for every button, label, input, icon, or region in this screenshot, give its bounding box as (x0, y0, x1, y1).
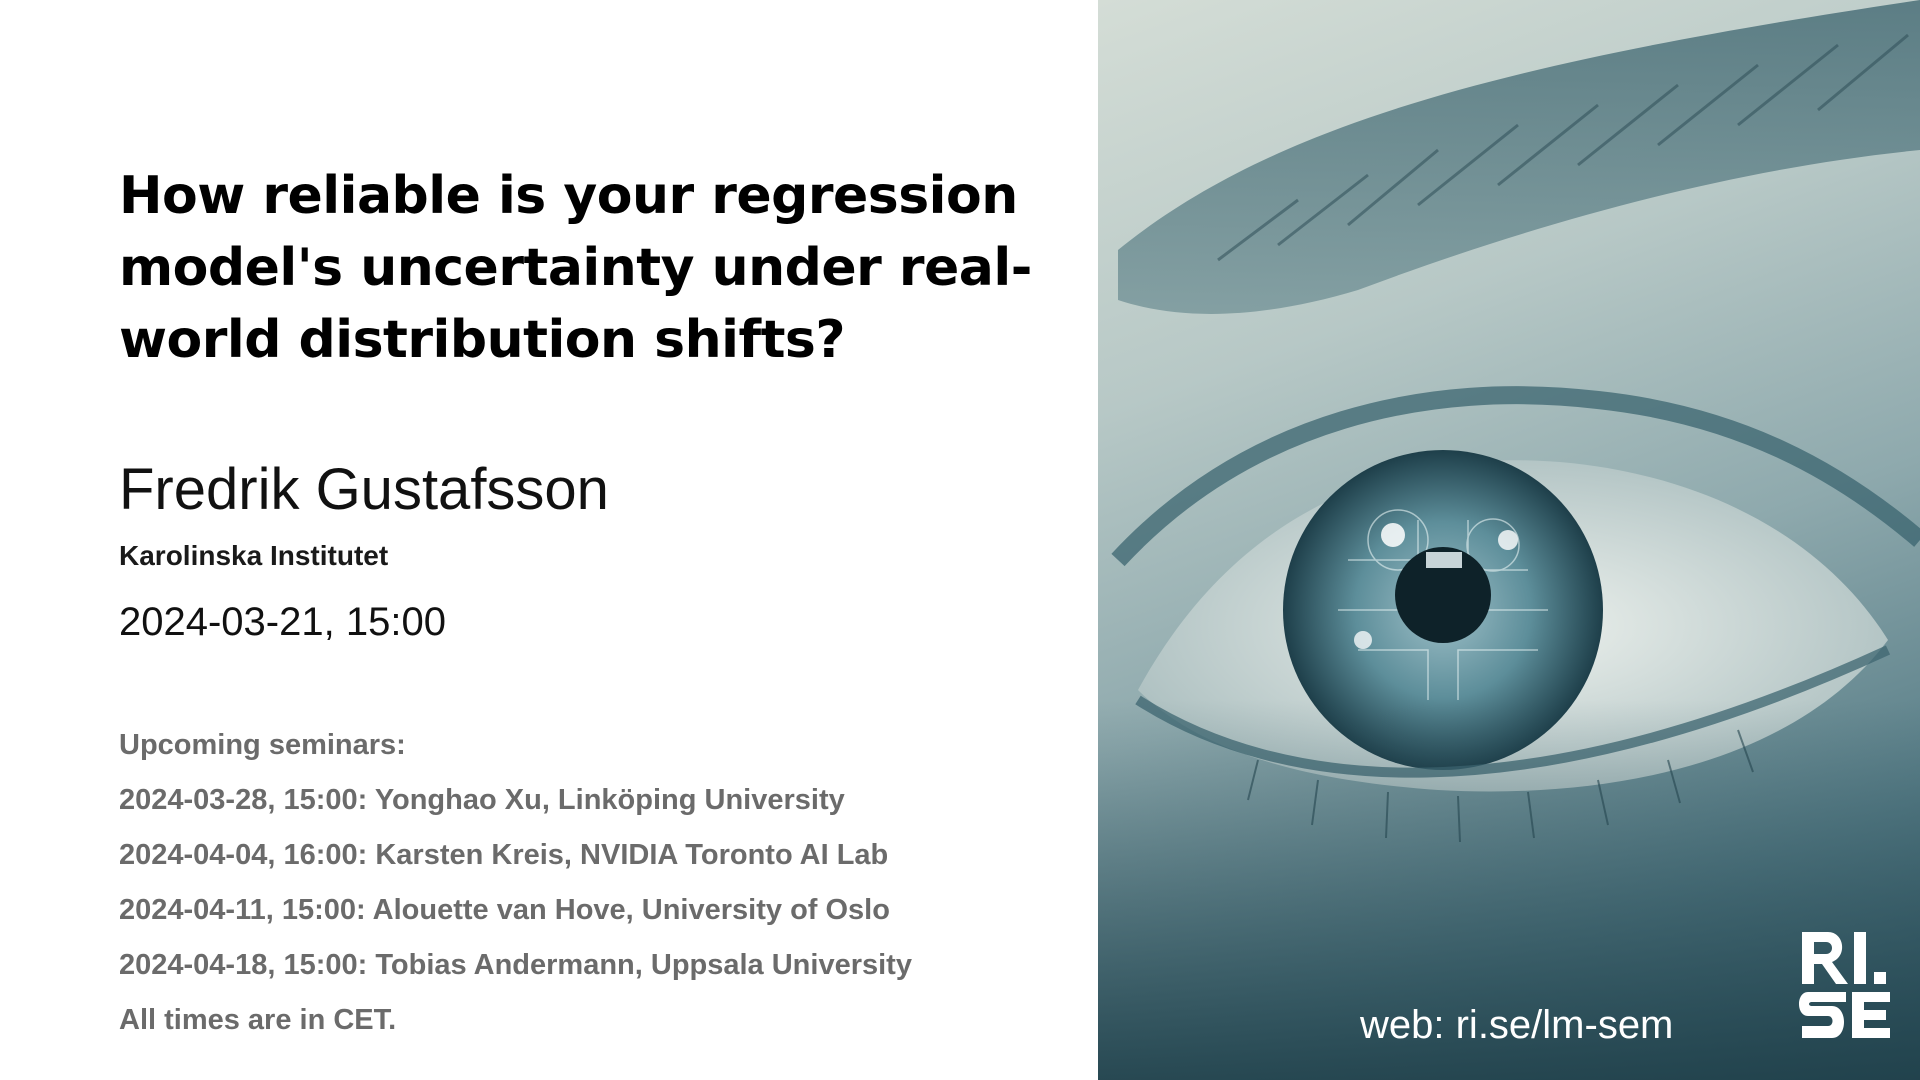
talk-title: How reliable is your regression model's uncertainty under real-world distribution shifts? (119, 166, 1032, 370)
upcoming-seminars (119, 724, 1079, 1054)
upcoming-item: 2024-04-18, 15:00: Tobias Andermann, Uppsala University (119, 949, 912, 981)
upcoming-item: 2024-04-11, 15:00: Alouette van Hove, University of Oslo (119, 894, 890, 926)
rise-logo-mark (1798, 926, 1894, 1046)
light-spot (1498, 530, 1518, 550)
eyebrow-shape (1118, 0, 1920, 314)
speaker-affiliation: Karolinska Institutet (119, 540, 389, 571)
eye-photo (1098, 0, 1920, 1080)
rise-logo (1798, 926, 1894, 1046)
talk-datetime: 2024-03-21, 15:00 (119, 600, 446, 644)
web-link[interactable]: web: ri.se/lm-sem (1360, 1003, 1674, 1047)
timezone-note: All times are in CET. (119, 1004, 397, 1036)
upcoming-item: 2024-04-04, 16:00: Karsten Kreis, NVIDIA Toronto AI Lab (119, 839, 889, 871)
light-spot (1381, 523, 1405, 547)
pupil-highlight (1426, 552, 1462, 568)
light-spot (1354, 631, 1372, 649)
speaker-name: Fredrik Gustafsson (119, 457, 609, 522)
upcoming-item: 2024-03-28, 15:00: Yonghao Xu, Linköping University (119, 784, 845, 816)
upcoming-heading: Upcoming seminars: (119, 729, 406, 761)
eye-image-panel (1098, 0, 1920, 1080)
